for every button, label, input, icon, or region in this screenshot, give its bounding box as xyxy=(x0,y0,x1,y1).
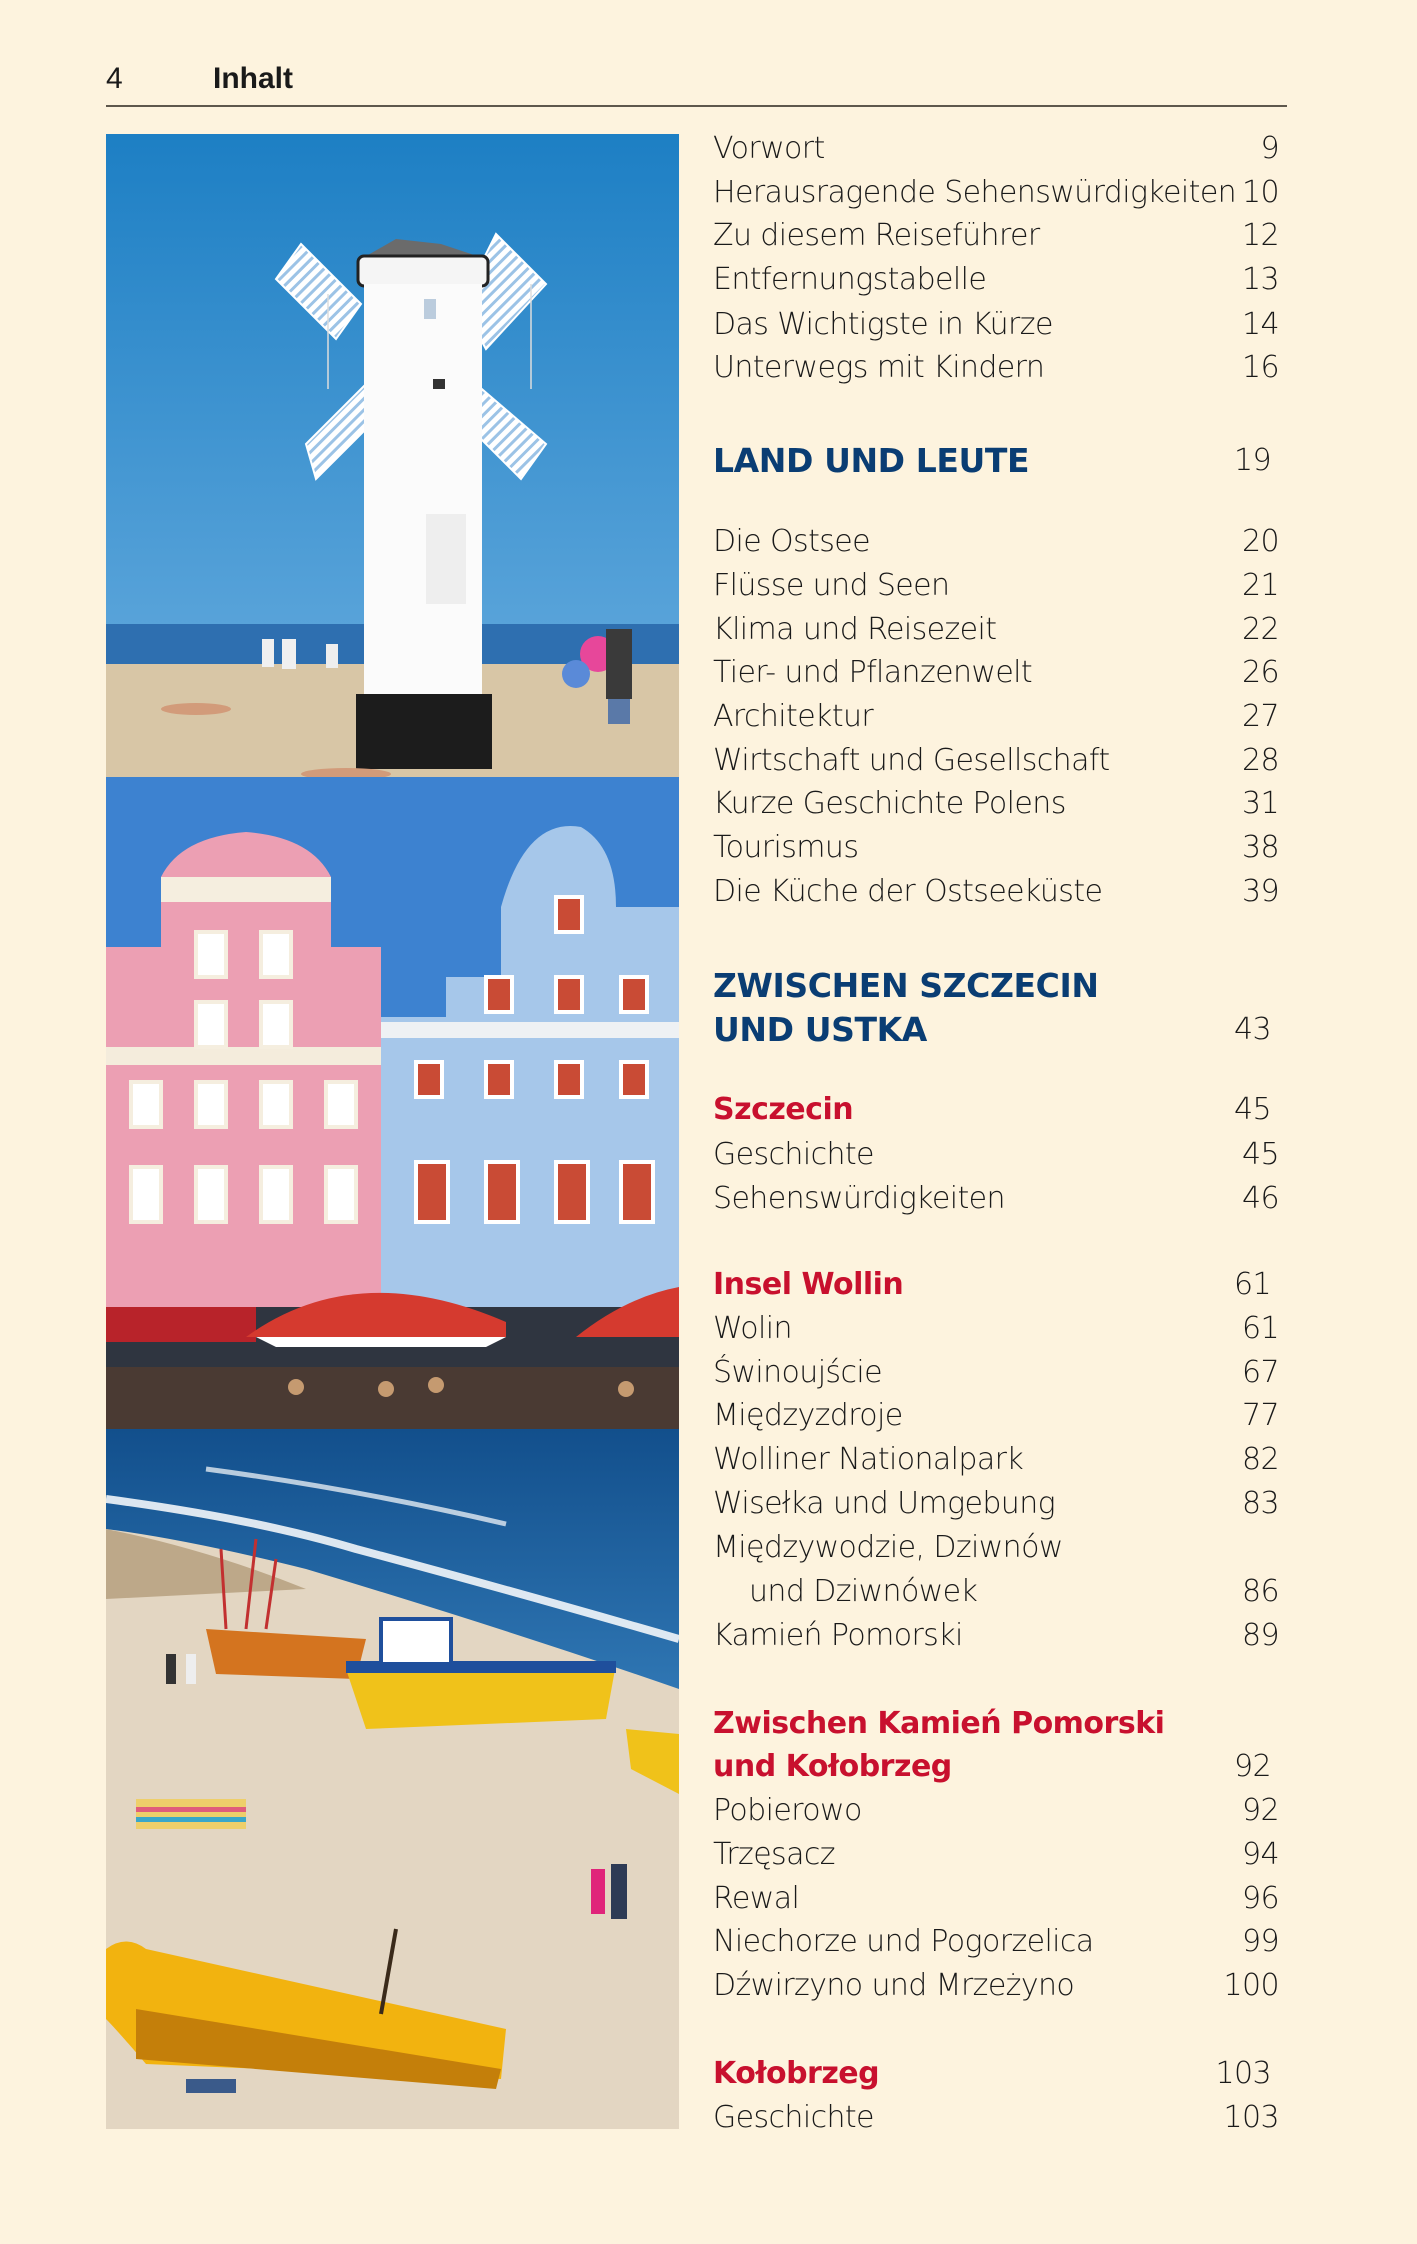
toc-entry[interactable]: Vorwort 9 xyxy=(713,131,1279,166)
toc-entry[interactable]: Die Küche der Ostseeküste 39 xyxy=(713,874,1279,909)
toc-entry[interactable]: Pobierowo 92 xyxy=(713,1793,1279,1828)
toc-chapter-heading[interactable]: Insel Wollin 61 xyxy=(713,1267,1271,1302)
photo-column xyxy=(106,134,679,2129)
toc-entry[interactable]: Niechorze und Pogorzelica 99 xyxy=(713,1924,1279,1959)
toc-entry[interactable]: Geschichte 103 xyxy=(713,2100,1279,2135)
page-number: 4 xyxy=(106,62,123,95)
toc-entry[interactable]: Tourismus 38 xyxy=(713,830,1279,865)
toc-chapter-heading[interactable]: Szczecin 45 xyxy=(713,1092,1271,1127)
toc-entry[interactable]: Wisełka und Umgebung 83 xyxy=(713,1486,1279,1521)
toc-entry[interactable]: Unterwegs mit Kindern 16 xyxy=(713,350,1279,385)
toc-chapter-heading[interactable]: Zwischen Kamień Pomorski xyxy=(713,1706,1165,1741)
toc-entry[interactable]: Sehenswürdigkeiten 46 xyxy=(713,1181,1279,1216)
header-rule xyxy=(106,105,1287,107)
beach-boats-photo xyxy=(106,1429,679,2129)
page-title: Inhalt xyxy=(213,62,293,95)
running-header xyxy=(106,62,1287,106)
toc-entry[interactable]: Międzywodzie, Dziwnów xyxy=(713,1530,1063,1565)
toc-part-heading[interactable]: ZWISCHEN SZCZECIN xyxy=(713,966,1099,1005)
toc-entry[interactable]: Zu diesem Reiseführer 12 xyxy=(713,218,1279,253)
toc-chapter-heading[interactable]: und Kołobrzeg 92 xyxy=(713,1749,1271,1784)
old-town-houses-photo xyxy=(106,777,679,1429)
toc-entry[interactable]: Das Wichtigste in Kürze 14 xyxy=(713,307,1279,342)
toc-entry[interactable]: Trzęsacz 94 xyxy=(713,1837,1279,1872)
toc-entry[interactable]: Tier- und Pflanzenwelt 26 xyxy=(713,655,1279,690)
toc-entry[interactable]: Architektur 27 xyxy=(713,699,1279,734)
windmill-lighthouse-photo xyxy=(106,134,679,777)
toc-entry[interactable]: Klima und Reisezeit 22 xyxy=(713,612,1279,647)
toc-entry[interactable]: Kamień Pomorski 89 xyxy=(713,1618,1279,1653)
toc-entry[interactable]: Wirtschaft und Gesellschaft 28 xyxy=(713,743,1279,778)
toc-entry[interactable]: Świnoujście 67 xyxy=(713,1355,1279,1390)
toc-entry[interactable]: Kurze Geschichte Polens 31 xyxy=(713,786,1279,821)
toc-entry[interactable]: Wolin 61 xyxy=(713,1311,1279,1346)
toc-entry[interactable]: Die Ostsee 20 xyxy=(713,524,1279,559)
toc-entry[interactable]: Geschichte 45 xyxy=(713,1137,1279,1172)
toc-entry[interactable]: Rewal 96 xyxy=(713,1881,1279,1916)
toc-part-heading[interactable]: LAND UND LEUTE 19 xyxy=(713,441,1271,480)
toc-entry[interactable]: Wolliner Nationalpark 82 xyxy=(713,1442,1279,1477)
toc-part-heading[interactable]: UND USTKA 43 xyxy=(713,1010,1271,1049)
toc-entry[interactable]: und Dziwnówek 86 xyxy=(749,1574,1279,1609)
toc-entry[interactable]: Flüsse und Seen 21 xyxy=(713,568,1279,603)
toc-entry[interactable]: Międzyzdroje 77 xyxy=(713,1398,1279,1433)
toc-entry[interactable]: Herausragende Sehenswürdigkeiten 10 xyxy=(713,175,1279,210)
toc-entry[interactable]: Dźwirzyno und Mrzeżyno 100 xyxy=(713,1968,1279,2003)
toc-chapter-heading[interactable]: Kołobrzeg 103 xyxy=(713,2056,1271,2091)
toc-entry[interactable]: Entfernungstabelle 13 xyxy=(713,262,1279,297)
